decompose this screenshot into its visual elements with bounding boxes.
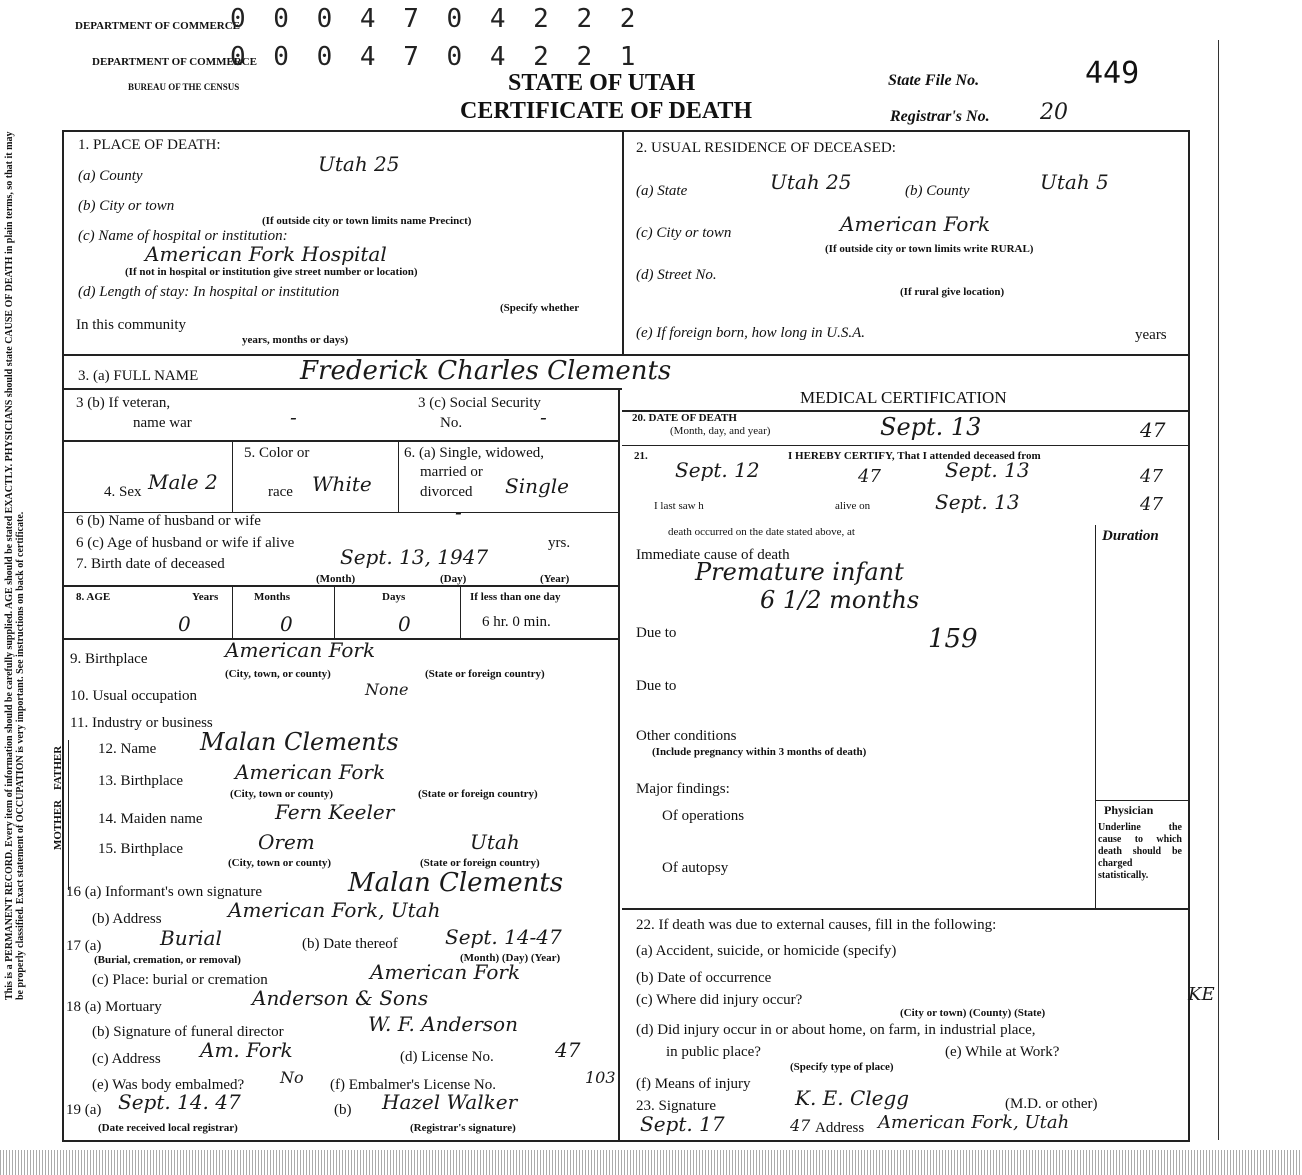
certify-num: 21. (634, 450, 648, 462)
stay-label: (d) Length of stay: In hospital or institution (78, 284, 340, 300)
community-label: In this community (76, 317, 186, 333)
hours-value: 6 hr. 0 min. (482, 614, 551, 630)
veteran-value: - (290, 405, 297, 429)
mother-birth-note-2: (State or foreign country) (420, 857, 540, 869)
row-death-date (622, 445, 1190, 446)
bureau-label: BUREAU OF THE CENSUS (128, 82, 240, 92)
occupation-value: None (365, 680, 409, 699)
father-birth-value: American Fork (235, 760, 386, 784)
informant-sig-label: 16 (a) Informant's own signature (66, 884, 262, 900)
age-div-3 (460, 585, 461, 638)
informant-address-value: American Fork, Utah (228, 898, 441, 922)
marital-label-2: married or (420, 464, 483, 480)
race-value: White (312, 472, 372, 496)
hospital-note: (If not in hospital or institution give street number or location) (125, 266, 418, 278)
res-city-value: American Fork (840, 212, 991, 236)
embalmed-value: No (280, 1068, 304, 1087)
physician-box-top (1095, 800, 1190, 801)
director-value: W. F. Anderson (368, 1012, 518, 1036)
spouse-age-unit: yrs. (548, 535, 571, 551)
duration-label: Duration (1102, 528, 1159, 544)
filed-note: (Date received local registrar) (98, 1122, 238, 1134)
res-street-note: (If rural give location) (900, 286, 1005, 298)
state-file-value: 449 (1085, 56, 1140, 91)
res-county-label: (b) County (905, 183, 970, 199)
immediate-value: Premature infant (695, 558, 904, 586)
last-saw-label: I last saw h (654, 500, 704, 512)
dept-label: DEPARTMENT OF COMMERCE (92, 56, 258, 68)
state-file-label: State File No. (888, 72, 980, 89)
veteran-label-2: name war (133, 415, 192, 431)
ss-label-2: No. (440, 415, 463, 431)
race-label: race (268, 484, 293, 500)
mortuary-value: Anderson & Sons (252, 986, 429, 1010)
birthdate-value: Sept. 13, 1947 (340, 545, 489, 569)
registrar-sig-note: (Registrar's signature) (410, 1122, 516, 1134)
certificate-title: CERTIFICATE OF DEATH (460, 98, 753, 124)
home-label: (d) Did injury occur in or about home, on farm, in industrial place, (636, 1022, 1036, 1038)
director-label: (b) Signature of funeral director (92, 1024, 284, 1040)
where-label: (c) Where did injury occur? (636, 992, 803, 1008)
res-state-value: Utah 25 (770, 170, 852, 194)
immediate-label: Immediate cause of death (636, 547, 790, 563)
mother-birth-note-1: (City, town or county) (228, 857, 332, 869)
signature-value: K. E. Clegg (795, 1086, 910, 1110)
certify-text: I HEREBY CERTIFY, That I attended deceased from (788, 450, 1041, 462)
res-foreign-label: (e) If foreign born, how long in U.S.A. (636, 325, 866, 341)
months-label: Months (254, 591, 291, 603)
mother-maiden-value: Fern Keeler (275, 800, 395, 824)
mortuary-label: 18 (a) Mortuary (66, 999, 162, 1015)
place-heading: 1. PLACE OF DEATH: (78, 137, 221, 153)
occupation-label: 10. Usual occupation (70, 688, 198, 704)
years-value: 0 (178, 612, 191, 636)
physician-note: Underline the cause to which death should be charged statistically. (1098, 822, 1182, 881)
mother-birth-label: 15. Birthplace (98, 841, 183, 857)
burial-place-label: (c) Place: burial or cremation (92, 972, 268, 988)
burial-date-value: Sept. 14-47 (445, 925, 562, 949)
initials: KE (1188, 984, 1215, 1005)
other-label: Other conditions (636, 728, 737, 744)
father-name-label: 12. Name (98, 741, 157, 757)
sex-label: 4. Sex (104, 484, 142, 500)
cert-date-year: 47 (790, 1116, 811, 1135)
external-heading: 22. If death was due to external causes, fill in the following: (636, 917, 997, 933)
fullname-label: 3. (a) FULL NAME (78, 368, 199, 384)
embalmer-value: 103 (585, 1068, 616, 1087)
county-value: Utah 25 (318, 152, 400, 176)
attended-to-year: 47 (1140, 466, 1163, 487)
informant-address-label: (b) Address (92, 911, 162, 927)
last-saw-year: 47 (1140, 494, 1163, 515)
file-number: 0 0 0 4 7 0 4 2 2 1 (230, 42, 642, 72)
frame-row-name (62, 388, 622, 390)
page-edge (1218, 40, 1219, 1140)
due-label-1: Due to (636, 625, 677, 641)
medical-heading: MEDICAL CERTIFICATION (800, 388, 1007, 407)
res-street-label: (d) Street No. (636, 267, 717, 283)
mother-birth-state: Utah (470, 830, 520, 854)
cert-address-value: American Fork, Utah (878, 1112, 1070, 1133)
frame-top (62, 130, 1190, 132)
birthplace-value: American Fork (225, 638, 376, 662)
margin-note: This is a PERMANENT RECORD. Every item of information should be carefully supplied. AGE should be stated EXACTLY. PHYSICIANS should state CAUSE OF DEATH in plain terms, so that it may be properly classified. Exact statement of OCCUPATION is very important. See instructions on back of certificate. (4, 131, 26, 1000)
birthplace-note-2: (State or foreign country) (425, 668, 545, 680)
frame-mid-top (622, 130, 624, 355)
accident-label: (a) Accident, suicide, or homicide (specify) (636, 943, 897, 959)
years-label: Years (192, 591, 219, 603)
birthplace-note-1: (City, town, or county) (225, 668, 331, 680)
res-state-label: (a) State (636, 183, 688, 199)
license-label: (d) License No. (400, 1049, 494, 1065)
industry-label: 11. Industry or business (70, 715, 213, 731)
ss-label: 3 (c) Social Security (418, 395, 541, 411)
father-name-value: Malan Clements (200, 728, 399, 756)
death-date-note: (Month, day, and year) (670, 425, 771, 437)
residence-heading: 2. USUAL RESIDENCE OF DECEASED: (636, 140, 896, 156)
autopsy-label: Of autopsy (662, 860, 729, 876)
due-value: 159 (928, 624, 978, 654)
embalmer-label: (f) Embalmer's License No. (330, 1077, 496, 1093)
frame-bottom (62, 1140, 1190, 1142)
father-birth-label: 13. Birthplace (98, 773, 183, 789)
spouse-age-label: 6 (c) Age of husband or wife if alive (76, 535, 295, 551)
alive-on-label: alive on (835, 500, 871, 512)
father-birth-note-2: (State or foreign country) (418, 788, 538, 800)
last-saw-value: Sept. 13 (935, 490, 1020, 514)
due-label-2: Due to (636, 678, 677, 694)
burial-date-note: (Month) (Day) (Year) (460, 952, 561, 964)
city-label: (b) City or town (78, 198, 175, 214)
death-year-value: 47 (1140, 418, 1166, 442)
fullname-value: Frederick Charles Clements (300, 356, 672, 386)
mother-maiden-label: 14. Maiden name (98, 811, 203, 827)
spouse-value: - (455, 500, 462, 524)
age-div-1 (232, 585, 233, 638)
work-label: (e) While at Work? (945, 1044, 1060, 1060)
public-note: (Specify type of place) (790, 1061, 894, 1073)
color-label: 5. Color or (244, 445, 310, 461)
md-label: (M.D. or other) (1005, 1096, 1098, 1112)
birth-month-note: (Month) (316, 573, 356, 585)
res-county-value: Utah 5 (1040, 170, 1109, 194)
res-city-label: (c) City or town (636, 225, 732, 241)
cert-address-label: Address (815, 1120, 865, 1136)
burial-method-label: 17 (a) (66, 938, 102, 954)
burial-place-value: American Fork (370, 960, 521, 984)
attended-to: Sept. 13 (945, 458, 1030, 482)
public-label: in public place? (666, 1044, 761, 1060)
physician-label: Physician (1104, 803, 1154, 817)
days-value: 0 (398, 612, 411, 636)
cert-date-value: Sept. 17 (640, 1112, 725, 1136)
dept-top: DEPARTMENT OF COMMERCE (75, 20, 241, 32)
burial-method-value: Burial (160, 926, 222, 950)
father-side-label: FATHER (52, 745, 64, 790)
occurred-text: death occurred on the date stated above, at (668, 526, 855, 538)
file-number-top: 0 0 0 4 7 0 4 2 2 2 (230, 4, 642, 34)
death-date-value: Sept. 13 (880, 413, 982, 441)
state-title: STATE OF UTAH (508, 70, 696, 96)
page-bottom-noise (0, 1150, 1302, 1175)
stay-note: (Specify whether (500, 302, 580, 314)
county-label: (a) County (78, 168, 143, 184)
hospital-value: American Fork Hospital (145, 242, 387, 266)
res-foreign-unit: years (1135, 327, 1167, 343)
frame-mid-bottom (618, 388, 620, 1140)
informant-sig-value: Malan Clements (348, 868, 564, 898)
sex-div (232, 440, 233, 512)
duration-col (1095, 525, 1096, 908)
city-note: (If outside city or town limits name Precinct) (262, 215, 472, 227)
where-note: (City or town) (County) (State) (900, 1007, 1046, 1019)
birth-day-note: (Day) (440, 573, 467, 585)
less-day-label: If less than one day (470, 591, 561, 603)
filed-value: Sept. 14. 47 (118, 1090, 241, 1114)
mother-birth-value: Orem (258, 830, 315, 854)
res-city-note: (If outside city or town limits write RURAL) (825, 243, 1034, 255)
registrar-label: Registrar's No. (890, 108, 990, 125)
mother-side-label: MOTHER (52, 799, 64, 850)
parent-bar (68, 740, 69, 890)
immediate-value-2: 6 1/2 months (760, 586, 920, 614)
mortuary-address-label: (c) Address (92, 1051, 161, 1067)
burial-method-note: (Burial, cremation, or removal) (94, 954, 241, 966)
operations-label: Of operations (662, 808, 745, 824)
days-label: Days (382, 591, 406, 603)
spouse-label: 6 (b) Name of husband or wife (76, 513, 261, 529)
registrar-sig-value: Hazel Walker (382, 1090, 518, 1114)
row-veteran (62, 440, 620, 442)
ss-value: - (540, 405, 547, 429)
age-label: 8. AGE (76, 591, 111, 603)
embalmed-label: (e) Was body embalmed? (92, 1077, 245, 1093)
sex-value: Male 2 (148, 470, 218, 494)
attended-from-year: 47 (858, 466, 881, 487)
father-birth-note-1: (City, town or county) (230, 788, 334, 800)
row-age-top (62, 585, 620, 587)
race-div (398, 440, 399, 512)
attended-from: Sept. 12 (675, 458, 760, 482)
birthdate-label: 7. Birth date of deceased (76, 556, 225, 572)
death-date-num: 20. DATE OF DEATH (632, 412, 737, 424)
months-value: 0 (280, 612, 293, 636)
veteran-label: 3 (b) If veteran, (76, 395, 171, 411)
burial-date-label: (b) Date thereof (302, 936, 398, 952)
occurrence-date-label: (b) Date of occurrence (636, 970, 772, 986)
other-note: (Include pregnancy within 3 months of death) (652, 746, 867, 758)
age-div-2 (334, 585, 335, 638)
registrar-value: 20 (1040, 100, 1068, 125)
signature-label: 23. Signature (636, 1098, 716, 1114)
frame-left (62, 130, 64, 1142)
hospital-label: (c) Name of hospital or institution: (78, 228, 288, 244)
filed-label: 19 (a) (66, 1102, 102, 1118)
marital-label-3: divorced (420, 484, 473, 500)
marital-label: 6. (a) Single, widowed, (404, 445, 544, 461)
row-external (622, 908, 1190, 910)
license-value: 47 (555, 1038, 581, 1062)
means-label: (f) Means of injury (636, 1076, 751, 1092)
community-note: years, months or days) (242, 334, 349, 346)
mortuary-address-value: Am. Fork (200, 1038, 293, 1062)
major-label: Major findings: (636, 781, 730, 797)
marital-value: Single (505, 474, 570, 498)
registrar-sig-label: (b) (334, 1102, 352, 1118)
birthplace-label: 9. Birthplace (70, 651, 148, 667)
birth-year-note: (Year) (540, 573, 570, 585)
